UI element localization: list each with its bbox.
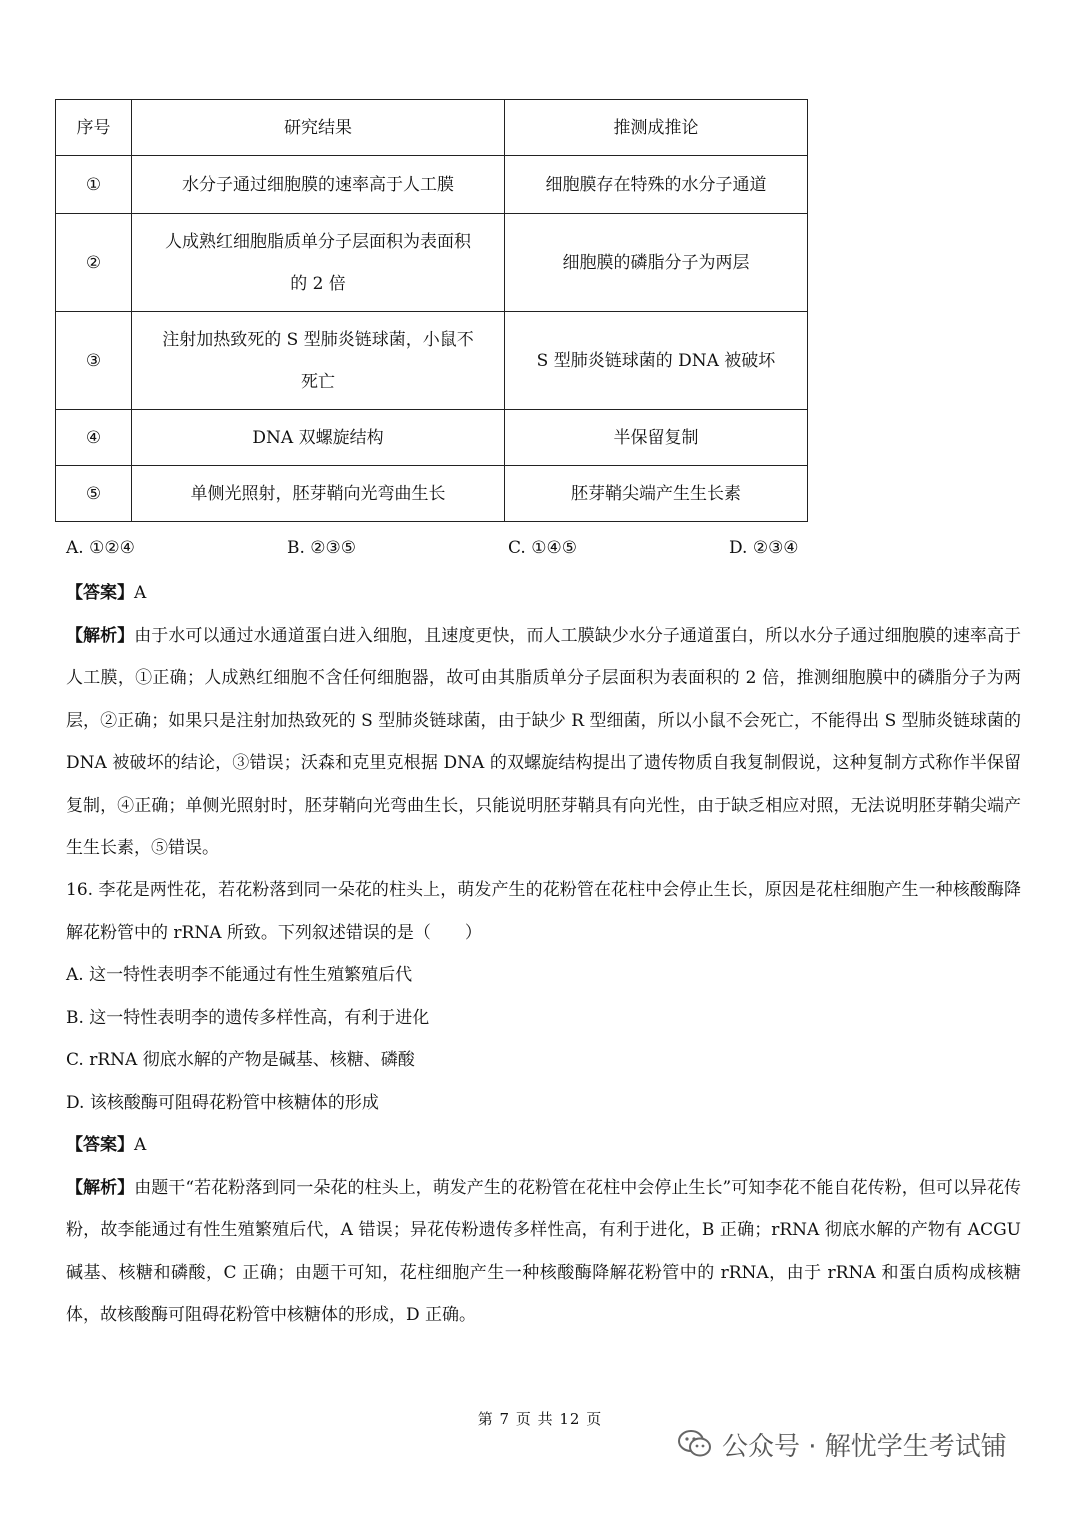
q16-option-c: C. rRNA 彻底水解的产物是碱基、核糖、磷酸 — [66, 1050, 415, 1070]
row-index: ⑤ — [56, 466, 132, 522]
analysis-text: 由于水可以通过水通道蛋白进入细胞，且速度更快，而人工膜缺少水分子通道蛋白，所以水分子通过细胞膜的速率高于人工膜，①正确；人成熟红细胞不含任何细胞器，故可由其脂质单分子层面积为表面积的 2 倍，推测细胞膜中的磷脂分子为两层，②正确；如果只是注射加热致死的 S 型肺炎链球菌，由于缺少 R 型细菌，所以小鼠不会死亡，不能得出 S 型肺炎链球菌的 DNA 被破坏的结论，③错误；沃森和克里克根据 DNA 的双螺旋结构提出了遗传物质自我复制假说，这种复制方式称作半保留复制，④正确；单侧光照射时，胚芽鞘向光弯曲生长，只能说明胚芽鞘具有向光性，由于缺乏相应对照，无法说明胚芽鞘尖端产生生长素，⑤错误。 — [66, 625, 1021, 858]
option-a: A. ①②④ — [66, 538, 135, 558]
q15-answer-analysis — [66, 572, 1021, 870]
q16-option-b: B. 这一特性表明李的遗传多样性高，有利于进化 — [66, 1007, 430, 1028]
row-inference: 胚芽鞘尖端产生生长素 — [505, 466, 808, 522]
row-index: ① — [56, 156, 132, 214]
row-index: ④ — [56, 410, 132, 466]
row-inference: 半保留复制 — [505, 410, 808, 466]
answer-label: 【答案】 — [66, 1135, 134, 1155]
row-result-line: 死亡 — [301, 371, 335, 392]
results-table — [55, 99, 808, 522]
row-inference: 细胞膜的磷脂分子为两层 — [505, 214, 808, 312]
table-row — [56, 214, 808, 312]
q16-option-d: D. 该核酸酶可阻碍花粉管中核糖体的形成 — [66, 1092, 379, 1113]
table-row — [56, 312, 808, 410]
option-b: B. ②③⑤ — [287, 538, 357, 558]
header-result: 研究结果 — [132, 100, 505, 156]
answer-label: 【答案】 — [66, 583, 134, 603]
row-inference: S 型肺炎链球菌的 DNA 被破坏 — [505, 312, 808, 410]
table-header-row — [56, 100, 808, 156]
header-index: 序号 — [56, 100, 132, 156]
row-index: ② — [56, 214, 132, 312]
q16-analysis — [66, 1167, 1021, 1337]
q15-analysis — [66, 615, 1021, 870]
wechat-icon — [678, 1429, 712, 1459]
row-result: 水分子通过细胞膜的速率高于人工膜 — [132, 156, 505, 214]
header-inference: 推测成推论 — [505, 100, 808, 156]
row-result — [132, 214, 505, 312]
row-result — [132, 312, 505, 410]
q16-option-a: A. 这一特性表明李不能通过有性生殖繁殖后代 — [66, 965, 413, 985]
q16-stem: 16. 李花是两性花，若花粉落到同一朵花的柱头上，萌发产生的花粉管在花柱中会停止生长，原因是花柱细胞产生一种核酸酶降解花粉管中的 rRNA 所致。下列叙述错误的是（ ） — [66, 880, 1021, 943]
row-result-line: 的 2 倍 — [290, 273, 346, 294]
option-d: D. ②③④ — [729, 538, 799, 558]
row-result-line: 人成熟红细胞脂质单分子层面积为表面积 — [165, 231, 471, 252]
watermark-text: 公众号 · 解忧学生考试铺 — [722, 1431, 1007, 1462]
row-result-line: 注射加热致死的 S 型肺炎链球菌，小鼠不 — [162, 329, 474, 350]
row-index: ③ — [56, 312, 132, 410]
row-inference: 细胞膜存在特殊的水分子通道 — [505, 156, 808, 214]
table-row — [56, 466, 808, 522]
question-16 — [66, 869, 1021, 1337]
row-result: 单侧光照射，胚芽鞘向光弯曲生长 — [132, 466, 505, 522]
page-footer: 第 7 页 共 12 页 — [477, 1410, 603, 1428]
q15-options — [66, 538, 866, 568]
answer-value: A — [134, 1135, 147, 1155]
analysis-text: 由题干“若花粉落到同一朵花的柱头上，萌发产生的花粉管在花柱中会停止生长”可知李花不能自花传粉，但可以异花传粉，故李能通过有性生殖繁殖后代，A 错误；异花传粉遗传多样性高，有利于进化，B 正确；rRNA 彻底水解的产物有 ACGU 碱基、核糖和磷酸，C 正确；由题干可知，花柱细胞产生一种核酸酶降解花粉管中的 rRNA，由于 rRNA 和蛋白质构成核糖体，故核酸酶可阻碍花粉管中核糖体的形成，D 正确。 — [66, 1177, 1021, 1325]
analysis-label: 【解析】 — [66, 1177, 135, 1198]
q16-answer — [66, 1124, 1021, 1167]
table-row — [56, 156, 808, 214]
watermark — [678, 1424, 1058, 1464]
answer-value: A — [134, 583, 147, 603]
analysis-label: 【解析】 — [66, 625, 135, 646]
table-row — [56, 410, 808, 466]
option-c: C. ①④⑤ — [508, 538, 577, 558]
q15-answer — [66, 572, 1021, 615]
row-result: DNA 双螺旋结构 — [132, 410, 505, 466]
